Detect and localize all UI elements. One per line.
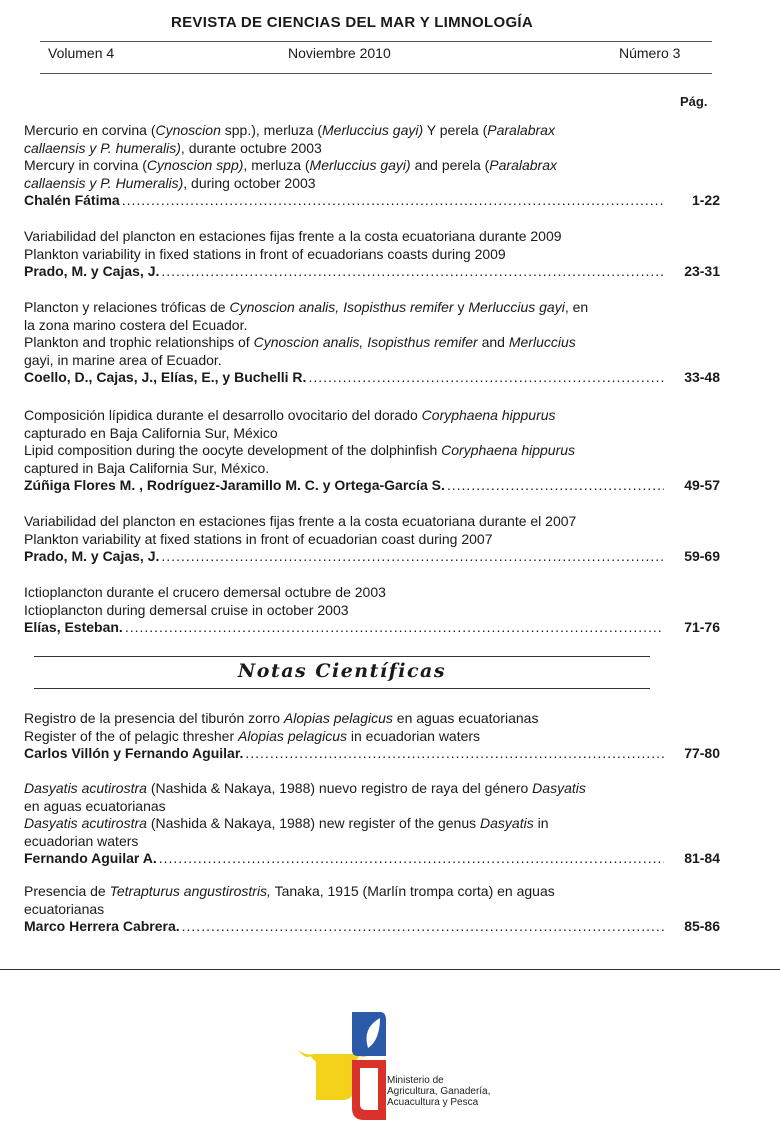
volume-label: Volumen 4: [48, 45, 115, 61]
entry-pages: 77-80: [684, 745, 720, 761]
entry-author-row: [24, 263, 720, 281]
entry-title-line: Variabilidad del plancton en estaciones fijas frente a la costa ecuatoriana durante el 2007: [24, 513, 577, 529]
entry-author-row: [24, 850, 720, 868]
entry-author-row: [24, 548, 720, 566]
entry-authors: Elías, Esteban.: [24, 619, 123, 635]
entry-pages: 81-84: [684, 850, 720, 866]
dot-leader: [125, 619, 664, 637]
entry-pages: 59-69: [684, 548, 720, 564]
issue-meta-row: [48, 45, 688, 63]
dot-leader: [447, 477, 664, 495]
entry-title-line: Plankton and trophic relationships of Cynoscion analis, Isopisthus remifer and Merluccius: [24, 334, 576, 350]
entry-authors: Prado, M. y Cajas, J.: [24, 548, 160, 564]
dot-leader: [182, 918, 664, 936]
header-top-rule: [40, 41, 712, 42]
entry-pages: 23-31: [684, 263, 720, 279]
entry-title-line: en aguas ecuatorianas: [24, 797, 166, 814]
entry-authors: Zúñiga Flores M. , Rodríguez-Jaramillo M. C. y Ortega-García S.: [24, 477, 445, 493]
notes-section-title: Notas Científicas: [237, 660, 447, 682]
ministry-line: Ministerio de: [387, 1075, 444, 1086]
entry-title-line: ecuadorian waters: [24, 832, 139, 849]
entry-author-row: [24, 477, 720, 495]
toc-note-entry: [24, 883, 720, 936]
ministry-name: [387, 1075, 490, 1108]
entry-author-row: [24, 918, 720, 936]
entry-author-row: [24, 619, 720, 637]
dot-leader: [308, 369, 664, 387]
entry-title-line: Presencia de Tetrapturus angustirostris, Tanaka, 1915 (Marlín trompa corta) en aguas: [24, 883, 555, 899]
entry-title-line: Ictioplancton durante el crucero demersal octubre de 2003: [24, 584, 386, 600]
entry-pages: 85-86: [684, 918, 720, 934]
entry-title-line: Variabilidad del plancton en estaciones fijas frente a la costa ecuatoriana durante 2009: [24, 228, 562, 244]
ministry-line: Agricultura, Ganadería,: [387, 1086, 491, 1097]
entry-pages: 71-76: [684, 619, 720, 635]
entry-title-line: ecuatorianas: [24, 900, 105, 917]
entry-title-line: Mercurio en corvina (Cynoscion spp.), merluza (Merluccius gayi) Y perela (Paralabrax: [24, 122, 555, 138]
date-label: Noviembre 2010: [288, 45, 391, 61]
entry-authors: Prado, M. y Cajas, J.: [24, 263, 160, 279]
entry-title-line: Registro de la presencia del tiburón zorro Alopias pelagicus en aguas ecuatorianas: [24, 710, 539, 726]
entry-title-line: Dasyatis acutirostra (Nashida & Nakaya, 1988) nuevo registro de raya del género Dasyatis: [24, 780, 586, 796]
footer-rule: [0, 969, 780, 970]
header-bottom-rule: [40, 73, 712, 74]
entry-title-line: Lipid composition during the oocyte development of the dolphinfish Coryphaena hippurus: [24, 442, 576, 458]
toc-note-entry: [24, 710, 720, 763]
entry-authors: Marco Herrera Cabrera.: [24, 918, 180, 934]
section-rule-bottom: [34, 688, 650, 689]
entry-authors: Fernando Aguilar A.: [24, 850, 157, 866]
dot-leader: [161, 548, 664, 566]
dot-leader: [159, 850, 664, 868]
entry-author-row: [24, 745, 720, 763]
entry-author-row: [24, 192, 720, 210]
toc-entry: [24, 513, 720, 566]
entry-authors: Chalén Fátima: [24, 192, 120, 208]
entry-title-line: Plancton y relaciones tróficas de Cynoscion analis, Isopisthus remifer y Merluccius gayi, en: [24, 299, 589, 315]
ministry-line: Acuacultura y Pesca: [387, 1097, 479, 1108]
entry-title-line: Composición lípidica durante el desarrollo ovocitario del dorado Coryphaena hippurus: [24, 407, 556, 423]
page-column-label: Pág.: [680, 94, 708, 109]
entry-title-line: Mercury in corvina (Cynoscion spp), merluza (Merluccius gayi) and perela (Paralabrax: [24, 157, 557, 173]
entry-pages: 49-57: [684, 477, 720, 493]
entry-title-line: Plankton variability at fixed stations in front of ecuadorian coast during 2007: [24, 530, 493, 547]
toc-entry: [24, 299, 720, 387]
entry-author-row: [24, 369, 720, 387]
toc-note-entry: [24, 780, 720, 868]
dot-leader: [245, 745, 664, 763]
entry-authors: Coello, D., Cajas, J., Elías, E., y Buchelli R.: [24, 369, 307, 385]
entry-title-line: Register of the of pelagic thresher Alopias pelagicus in ecuadorian waters: [24, 727, 481, 744]
entry-title-line: captured in Baja California Sur, México.: [24, 459, 270, 476]
section-rule-top: [34, 656, 650, 657]
entry-title-line: la zona marino costera del Ecuador.: [24, 316, 248, 333]
toc-entry: [24, 228, 720, 281]
dot-leader: [161, 263, 664, 281]
entry-pages: 33-48: [684, 369, 720, 385]
entry-title-line: Dasyatis acutirostra (Nashida & Nakaya, 1988) new register of the genus Dasyatis in: [24, 815, 549, 831]
dot-leader: [122, 192, 664, 210]
entry-title-line: callaensis y P. humeralis), durante octubre 2003: [24, 139, 322, 156]
number-label: Número 3: [619, 45, 681, 61]
entry-authors: Carlos Villón y Fernando Aguilar.: [24, 745, 244, 761]
entry-title-line: capturado en Baja California Sur, México: [24, 424, 278, 441]
toc-entry: [24, 407, 720, 495]
entry-title-line: callaensis y P. Humeralis), during october 2003: [24, 174, 316, 191]
entry-title-line: Plankton variability in fixed stations in front of ecuadorians coasts during 2009: [24, 245, 506, 262]
entry-title-line: gayi, in marine area of Ecuador.: [24, 351, 222, 368]
toc-entry: [24, 584, 720, 637]
journal-title: REVISTA DE CIENCIAS DEL MAR Y LIMNOLOGÍA: [170, 14, 534, 31]
toc-entry: [24, 122, 720, 210]
entry-pages: 1-22: [691, 192, 720, 208]
entry-title-line: Ictioplancton during demersal cruise in october 2003: [24, 601, 349, 618]
